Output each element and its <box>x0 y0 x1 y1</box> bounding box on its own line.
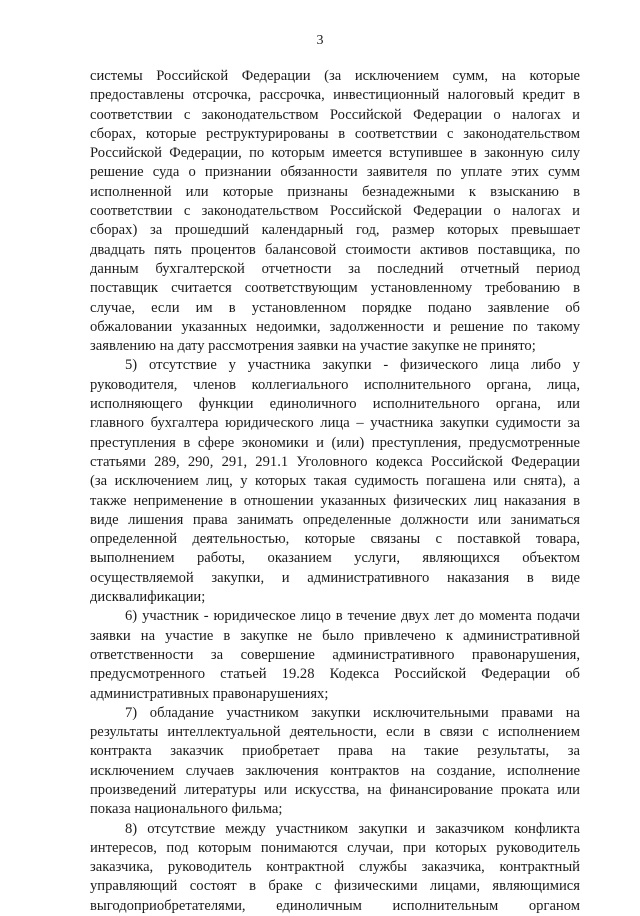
text-line: Российской Федерации, по которым имеется вступившее в законную силу <box>90 145 580 162</box>
text-line: административных правонарушениях; <box>90 685 329 702</box>
text-line: 5) отсутствие у участника закупки - физического лица либо у <box>125 357 580 374</box>
text-line: предоставлены отсрочка, рассрочка, инвестиционный налоговый кредит в <box>90 87 580 104</box>
text-line: статьями 289, 290, 291, 291.1 Уголовного кодекса Российской Федерации <box>90 453 580 470</box>
text-line: заявлению на дату рассмотрения заявки на участие закупке не принято; <box>90 338 536 355</box>
text-line: заказчика, руководитель контрактной службы заказчика, контрактный <box>90 859 580 876</box>
text-line: результаты интеллектуальной деятельности, если в связи с исполнением <box>90 724 580 741</box>
text-line: системы Российской Федерации (за исключением сумм, на которые <box>90 68 580 84</box>
text-line: виде лишения права занимать определенные должности или заниматься <box>90 511 580 528</box>
text-line: соответствии с законодательством Российской Федерации о налогах и <box>90 203 580 220</box>
text-line: 6) участник - юридическое лицо в течение двух лет до момента подачи <box>125 608 580 625</box>
text-line: заявки на участие в закупке не было привлечено к административной <box>90 627 580 644</box>
text-line: определенной деятельностью, которые связаны с поставкой товара, <box>90 531 580 548</box>
text-line: дисквалификации; <box>90 589 206 606</box>
text-line: 7) обладание участником закупки исключительными правами на <box>125 704 580 721</box>
text-line: решение суда о признании обязанности заявителя по уплате этих сумм <box>90 164 580 181</box>
text-line: осуществляемой закупки, и административного наказания в виде <box>90 569 580 586</box>
text-line: управляющий состоят в браке с физическими лицами, являющимися <box>90 878 580 895</box>
text-line: произведений литературы или искусства, на финансирование проката или <box>90 781 580 798</box>
page-number: 3 <box>316 33 324 48</box>
text-line: сборах) за прошедший календарный год, размер которых превышает <box>90 222 580 239</box>
text-line: исполняющего функции единоличного исполнительного органа, или <box>90 396 580 413</box>
text-line: главного бухгалтера юридического лица – участника закупки судимости за <box>90 415 580 432</box>
text-line: преступления в сфере экономики и (или) преступления, предусмотренные <box>90 434 580 451</box>
text-line: (за исключением лиц, у которых такая судимость погашена или снята), а <box>90 473 580 490</box>
text-line: интересов, под которым понимаются случаи, при которых руководитель <box>90 839 580 856</box>
text-line: выполнением работы, оказанием услуги, являющихся объектом <box>90 550 580 567</box>
text-line: исключением случаев заключения контрактов на создание, исполнение <box>90 762 580 779</box>
document-body <box>90 67 580 916</box>
text-line: соответствии с законодательством Российской Федерации о налогах и <box>90 106 580 123</box>
text-line: 8) отсутствие между участником закупки и заказчиком конфликта <box>125 820 580 837</box>
text-line: руководителя, членов коллегиального исполнительного органа, лица, <box>90 376 580 393</box>
text-line: выгодоприобретателями, единоличным исполнительным органом <box>90 897 580 914</box>
text-line: также неприменение в отношении указанных физических лиц наказания в <box>90 492 580 509</box>
text-line: сборах, которые реструктурированы в соответствии с законодательством <box>90 125 580 142</box>
text-line: ответственности за совершение административного правонарушения, <box>90 646 580 663</box>
text-line: двадцать пять процентов балансовой стоимости активов поставщика, по <box>90 241 580 258</box>
text-line: данным бухгалтерской отчетности за последний отчетный период <box>90 260 580 277</box>
text-line: исполненной или которые признаны безнадежными к взысканию в <box>90 183 580 200</box>
text-line: показа национального фильма; <box>90 801 283 818</box>
text-line: контракта заказчик приобретает права на такие результаты, за <box>90 743 580 760</box>
text-line: обжаловании указанных недоимки, задолженности и решение по такому <box>90 318 580 335</box>
text-line: случае, если им в установленном порядке подано заявление об <box>90 299 580 316</box>
text-line: предусмотренного статьей 19.28 Кодекса Российской Федерации об <box>90 666 580 683</box>
text-line: поставщик считается соответствующим установленному требованию в <box>90 280 580 297</box>
